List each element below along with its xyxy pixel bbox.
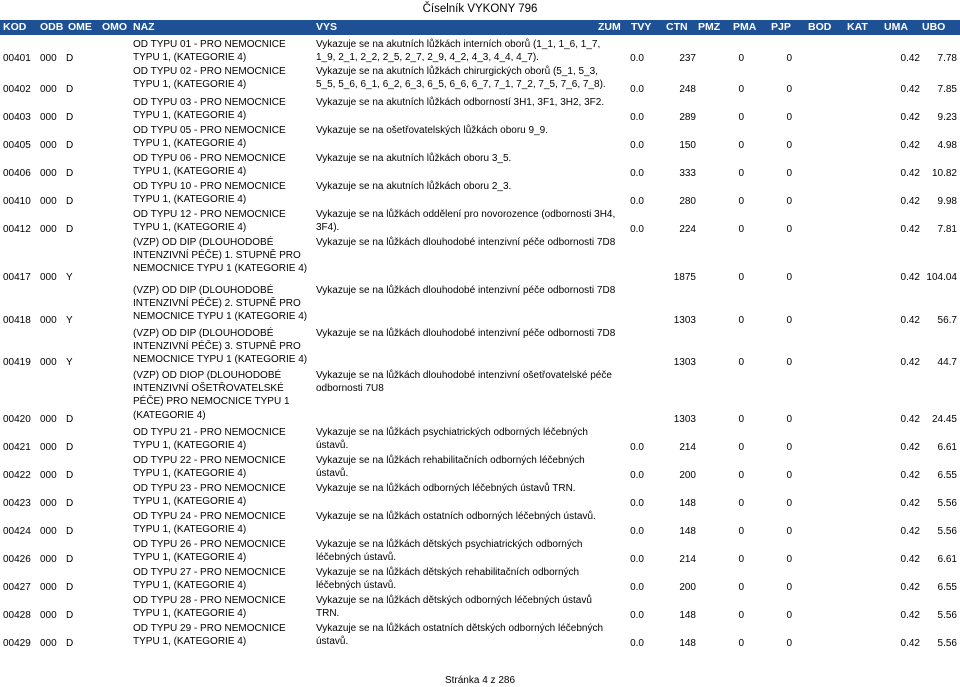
cell-vys: Vykazuje se na lůžkách dlouhodobé intenzivní ošetřovatelské péče odbornosti 7U8 [316,370,612,395]
cell-ome: D [66,139,74,151]
cell-kod: 00428 [3,609,31,621]
cell-ome: D [66,525,74,537]
cell-zum: 0.0 [630,441,644,453]
cell-odb: 000 [40,52,57,64]
cell-vys: Vykazuje se na lůžkách ostatních odborných léčebných ústavů. [316,511,596,522]
cell-pmz: 0 [786,111,792,123]
cell-tvy: 148 [679,609,696,621]
cell-odb: 000 [40,314,57,326]
cell-pmz: 0 [786,525,792,537]
document-title: Číselník VYKONY 796 [422,3,538,15]
cell-odb: 000 [40,223,57,235]
cell-tvy: 150 [679,139,696,151]
cell-pma: 0.42 [900,223,920,235]
col-header-vys: VYS [316,21,338,33]
cell-pma: 0.42 [900,52,920,64]
col-header-ctn: CTN [666,21,688,33]
cell-odb: 000 [40,637,57,649]
cell-zum: 0.0 [630,111,644,123]
cell-bod: 9.98 [937,195,957,207]
cell-ctn: 0 [738,553,744,565]
cell-naz: OD TYPU 23 - PRO NEMOCNICE TYPU 1, (KATEGORIE 4) [133,483,286,508]
cell-tvy: 214 [679,441,696,453]
cell-pmz: 0 [786,195,792,207]
cell-tvy: 280 [679,195,696,207]
cell-tvy: 248 [679,83,696,95]
cell-zum: 0.0 [630,497,644,509]
cell-pmz: 0 [786,314,792,326]
cell-pmz: 0 [786,609,792,621]
cell-kod: 00406 [3,167,31,179]
cell-kod: 00402 [3,83,31,95]
cell-tvy: 1303 [673,413,696,425]
cell-bod: 10.82 [931,167,957,179]
cell-odb: 000 [40,356,57,368]
table-row [0,284,960,327]
cell-tvy: 224 [679,223,696,235]
cell-naz: OD TYPU 21 - PRO NEMOCNICE TYPU 1, (KATEGORIE 4) [133,427,286,452]
cell-kod: 00424 [3,525,31,537]
cell-kod: 00426 [3,553,31,565]
cell-vys: Vykazuje se na lůžkách ostatních dětských odborných léčebných ústavů. [316,623,604,648]
cell-zum: 0.0 [630,637,644,649]
cell-bod: 5.56 [937,497,957,509]
table-row [0,566,960,594]
cell-zum: 0.0 [630,581,644,593]
cell-ome: D [66,553,74,565]
cell-bod: 56.7 [937,314,957,326]
cell-vys: Vykazuje se na ošetřovatelských lůžkách oboru 9_9. [316,125,548,136]
cell-odb: 000 [40,553,57,565]
cell-naz: OD TYPU 12 - PRO NEMOCNICE TYPU 1, (KATEGORIE 4) [133,209,286,234]
cell-pmz: 0 [786,553,792,565]
cell-ctn: 0 [738,83,744,95]
table-row [0,426,960,454]
col-header-kod: KOD [3,21,27,33]
col-header-pjp: PJP [771,21,791,33]
cell-vys: Vykazuje se na akutních lůžkách oboru 2_3. [316,181,512,192]
cell-naz: OD TYPU 28 - PRO NEMOCNICE TYPU 1, (KATEGORIE 4) [133,595,286,620]
cell-naz: OD TYPU 03 - PRO NEMOCNICE TYPU 1, (KATEGORIE 4) [133,97,286,122]
table-row [0,538,960,566]
cell-ome: D [66,581,74,593]
table-row [0,454,960,482]
cell-vys: Vykazuje se na akutních lůžkách odborností 3H1, 3F1, 3H2, 3F2. [316,97,605,108]
cell-pma: 0.42 [900,413,920,425]
table-row [0,96,960,124]
col-header-ome: OME [68,21,92,33]
cell-bod: 7.85 [937,83,957,95]
cell-kod: 00410 [3,195,31,207]
cell-pmz: 0 [786,271,792,283]
cell-ome: D [66,413,74,425]
cell-ctn: 0 [738,441,744,453]
cell-tvy: 1875 [673,271,696,283]
col-header-tvy: TVY [631,21,652,33]
cell-ome: D [66,441,74,453]
table-row [0,152,960,180]
cell-odb: 000 [40,139,57,151]
cell-naz: OD TYPU 24 - PRO NEMOCNICE TYPU 1, (KATEGORIE 4) [133,511,286,536]
table-row [0,594,960,622]
cell-odb: 000 [40,497,57,509]
cell-naz: OD TYPU 10 - PRO NEMOCNICE TYPU 1, (KATEGORIE 4) [133,181,286,206]
cell-naz: OD TYPU 26 - PRO NEMOCNICE TYPU 1, (KATEGORIE 4) [133,539,286,564]
cell-zum: 0.0 [630,553,644,565]
cell-naz: OD TYPU 06 - PRO NEMOCNICE TYPU 1, (KATEGORIE 4) [133,153,286,178]
cell-vys: Vykazuje se na lůžkách dětských rehabilitačních odborných léčebných ústavů. [316,567,580,592]
cell-zum: 0.0 [630,195,644,207]
cell-naz: OD TYPU 02 - PRO NEMOCNICE TYPU 1, (KATEGORIE 4) [133,66,286,91]
cell-bod: 44.7 [937,356,957,368]
cell-bod: 5.56 [937,525,957,537]
cell-pmz: 0 [786,413,792,425]
cell-bod: 6.61 [937,553,957,565]
cell-ctn: 0 [738,525,744,537]
cell-kod: 00405 [3,139,31,151]
table-row [0,622,960,650]
cell-pma: 0.42 [900,469,920,481]
cell-pma: 0.42 [900,195,920,207]
cell-pmz: 0 [786,356,792,368]
cell-odb: 000 [40,195,57,207]
cell-naz: OD TYPU 01 - PRO NEMOCNICE TYPU 1, (KATEGORIE 4) [133,39,286,64]
cell-zum: 0.0 [630,139,644,151]
cell-pma: 0.42 [900,637,920,649]
table-row [0,327,960,369]
cell-odb: 000 [40,271,57,283]
cell-pmz: 0 [786,637,792,649]
cell-ctn: 0 [738,609,744,621]
col-header-pmz: PMZ [698,21,721,33]
page-number: Stránka 4 z 286 [444,675,516,686]
table-row [0,236,960,284]
cell-ome: D [66,195,74,207]
cell-naz: (VZP) OD DIP (DLOUHODOBÉ INTENZIVNÍ PÉČE) 1. STUPNĚ PRO NEMOCNICE TYPU 1 (KATEGORIE 4) [133,237,308,275]
cell-ctn: 0 [738,314,744,326]
cell-pma: 0.42 [900,167,920,179]
cell-naz: (VZP) OD DIP (DLOUHODOBÉ INTENZIVNÍ PÉČE) 2. STUPNĚ PRO NEMOCNICE TYPU 1 (KATEGORIE 4) [133,285,308,323]
cell-pmz: 0 [786,139,792,151]
cell-ome: Y [66,356,73,368]
cell-ctn: 0 [738,139,744,151]
cell-pma: 0.42 [900,441,920,453]
cell-kod: 00418 [3,314,31,326]
cell-vys: Vykazuje se na lůžkách dlouhodobé intenzivní péče odbornosti 7D8 [316,328,616,339]
cell-kod: 00423 [3,497,31,509]
cell-bod: 4.98 [937,139,957,151]
col-header-kat: KAT [847,21,868,33]
cell-kod: 00429 [3,637,31,649]
cell-tvy: 148 [679,497,696,509]
cell-odb: 000 [40,413,57,425]
cell-kod: 00412 [3,223,31,235]
cell-ome: D [66,223,74,235]
cell-ctn: 0 [738,413,744,425]
cell-ome: D [66,469,74,481]
table-row [0,124,960,152]
cell-bod: 7.78 [937,52,957,64]
cell-vys: Vykazuje se na lůžkách dlouhodobé intenzivní péče odbornosti 7D8 [316,237,616,248]
cell-bod: 6.55 [937,581,957,593]
cell-naz: OD TYPU 22 - PRO NEMOCNICE TYPU 1, (KATEGORIE 4) [133,455,286,480]
cell-kod: 00421 [3,441,31,453]
cell-odb: 000 [40,525,57,537]
table-row [0,369,960,426]
cell-kod: 00419 [3,356,31,368]
cell-vys: Vykazuje se na akutních lůžkách chirurgických oborů (5_1, 5_3, 5_5, 5_6, 6_1, 6_2, 6_3, 6_5, 6_6, 6_7, 7_1, 7_2, 7_5, 7_6, 7_8). [316,66,606,91]
cell-pmz: 0 [786,441,792,453]
cell-pma: 0.42 [900,314,920,326]
cell-pma: 0.42 [900,111,920,123]
cell-vys: Vykazuje se na lůžkách psychiatrických odborných léčebných ústavů. [316,427,588,452]
col-header-odb: ODB [40,21,64,33]
cell-ctn: 0 [738,497,744,509]
cell-pma: 0.42 [900,553,920,565]
cell-bod: 9.23 [937,111,957,123]
cell-bod: 7.81 [937,223,957,235]
cell-pma: 0.42 [900,581,920,593]
cell-kod: 00403 [3,111,31,123]
cell-kod: 00401 [3,52,31,64]
cell-ctn: 0 [738,167,744,179]
cell-naz: OD TYPU 29 - PRO NEMOCNICE TYPU 1, (KATEGORIE 4) [133,623,286,648]
cell-bod: 6.61 [937,441,957,453]
cell-zum: 0.0 [630,52,644,64]
cell-tvy: 1303 [673,356,696,368]
col-header-ubo: UBO [922,21,946,33]
cell-ctn: 0 [738,356,744,368]
col-header-naz: NAZ [133,21,155,33]
col-header-pma: PMA [733,21,757,33]
cell-ctn: 0 [738,195,744,207]
cell-tvy: 237 [679,52,696,64]
cell-naz: OD TYPU 05 - PRO NEMOCNICE TYPU 1, (KATEGORIE 4) [133,125,286,150]
cell-kod: 00417 [3,271,31,283]
cell-odb: 000 [40,469,57,481]
cell-tvy: 214 [679,553,696,565]
cell-odb: 000 [40,609,57,621]
cell-bod: 5.56 [937,637,957,649]
cell-zum: 0.0 [630,167,644,179]
cell-odb: 000 [40,83,57,95]
cell-bod: 6.55 [937,469,957,481]
cell-ctn: 0 [738,271,744,283]
cell-pma: 0.42 [900,497,920,509]
cell-ctn: 0 [738,223,744,235]
cell-pmz: 0 [786,52,792,64]
cell-vys: Vykazuje se na lůžkách rehabilitačních odborných léčebných ústavů. [316,455,585,480]
cell-bod: 5.56 [937,609,957,621]
cell-pmz: 0 [786,469,792,481]
cell-vys: Vykazuje se na lůžkách dětských odborných léčebných ústavů TRN. [316,595,592,620]
cell-kod: 00420 [3,413,31,425]
cell-vys: Vykazuje se na lůžkách odborných léčebných ústavů TRN. [316,483,576,494]
table-row [0,65,960,96]
cell-ctn: 0 [738,52,744,64]
cell-ctn: 0 [738,111,744,123]
cell-zum: 0.0 [630,83,644,95]
cell-bod: 104.04 [926,271,957,283]
cell-kod: 00422 [3,469,31,481]
cell-ome: D [66,609,74,621]
table-row [0,510,960,538]
cell-odb: 000 [40,581,57,593]
cell-ome: D [66,111,74,123]
cell-vys: Vykazuje se na lůžkách dětských psychiatrických odborných léčebných ústavů. [316,539,583,564]
col-header-uma: UMA [884,21,908,33]
cell-zum: 0.0 [630,469,644,481]
cell-pma: 0.42 [900,83,920,95]
cell-vys: Vykazuje se na lůžkách dlouhodobé intenzivní péče odbornosti 7D8 [316,285,616,296]
col-header-bod: BOD [808,21,832,33]
cell-odb: 000 [40,167,57,179]
cell-tvy: 200 [679,469,696,481]
table-row [0,482,960,510]
cell-bod: 24.45 [931,413,957,425]
cell-ome: D [66,52,74,64]
cell-pmz: 0 [786,497,792,509]
cell-pma: 0.42 [900,609,920,621]
cell-vys: Vykazuje se na akutních lůžkách oboru 3_5. [316,153,512,164]
cell-ome: D [66,83,74,95]
cell-tvy: 1303 [673,314,696,326]
cell-ome: Y [66,314,73,326]
cell-ctn: 0 [738,581,744,593]
cell-pma: 0.42 [900,271,920,283]
cell-zum: 0.0 [630,525,644,537]
cell-vys: Vykazuje se na akutních lůžkách interních oborů (1_1, 1_6, 1_7, 1_9, 2_1, 2_2, 2_5, 2_7, 2_9, 4_2, 4_3, 4_4, 4_7). [316,39,601,64]
col-header-zum: ZUM [598,21,621,33]
cell-pmz: 0 [786,223,792,235]
table-row [0,180,960,208]
cell-tvy: 148 [679,637,696,649]
cell-ome: D [66,167,74,179]
cell-pmz: 0 [786,167,792,179]
cell-pma: 0.42 [900,356,920,368]
cell-naz: (VZP) OD DIP (DLOUHODOBÉ INTENZIVNÍ PÉČE) 3. STUPNĚ PRO NEMOCNICE TYPU 1 (KATEGORIE 4) [133,328,308,366]
cell-tvy: 200 [679,581,696,593]
cell-pmz: 0 [786,83,792,95]
cell-ome: Y [66,271,73,283]
cell-zum: 0.0 [630,609,644,621]
cell-kod: 00427 [3,581,31,593]
cell-pma: 0.42 [900,139,920,151]
cell-tvy: 289 [679,111,696,123]
cell-naz: OD TYPU 27 - PRO NEMOCNICE TYPU 1, (KATEGORIE 4) [133,567,286,592]
cell-odb: 000 [40,111,57,123]
table-row [0,38,960,65]
col-header-omo: OMO [102,21,128,33]
cell-tvy: 148 [679,525,696,537]
cell-ome: D [66,497,74,509]
cell-pmz: 0 [786,581,792,593]
cell-ctn: 0 [738,637,744,649]
cell-naz: (VZP) OD DIOP (DLOUHODOBÉ INTENZIVNÍ OŠETŘOVATELSKÉ PÉČE) PRO NEMOCNICE TYPU 1 (KATEGORIE 4) [133,370,290,421]
cell-pma: 0.42 [900,525,920,537]
table-row [0,208,960,236]
cell-odb: 000 [40,441,57,453]
cell-ctn: 0 [738,469,744,481]
cell-tvy: 333 [679,167,696,179]
cell-ome: D [66,637,74,649]
cell-vys: Vykazuje se na lůžkách oddělení pro novorozence (odbornosti 3H4, 3F4). [316,209,616,234]
cell-zum: 0.0 [630,223,644,235]
column-header-bar [0,20,960,35]
